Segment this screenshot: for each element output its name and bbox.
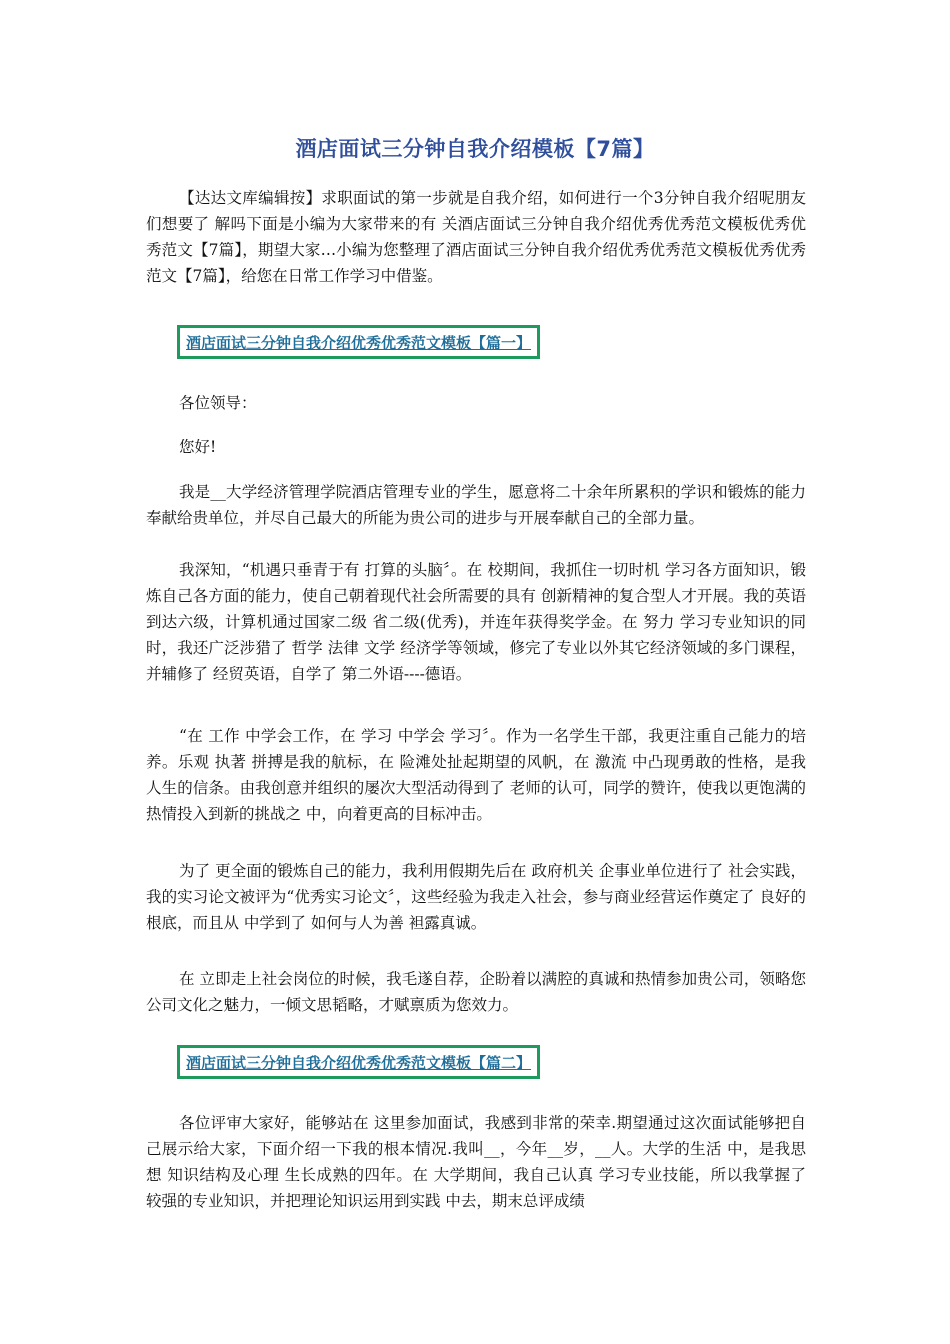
section1-paragraph-2: 我深知，“机遇只垂青于有 打算的头脑〞。在 校期间，我抓住一切时机 学习各方面知识，锻炼自己各方面的能力，使自己朝着现代社会所需要的具有 创新精神的复合型人才开展。我的英语到达六级，计算机通过国家二级 省二级(优秀)，并连年获得奖学金。在 努力 学习专业知识的同时，我还广泛涉猎了 哲学 法律 文学 经济学等领域，修完了专业以外其它经济领域的多门课程，并辅修了 经贸英语，自学了 第二外语----德语。 [146,561,806,683]
section-heading-1-text: 酒店面试三分钟自我介绍优秀优秀范文模板【篇一】 [180,328,537,356]
section1-paragraph-3: “在 工作 中学会工作，在 学习 中学会 学习〞。作为一名学生干部，我更注重自己能力的培养。乐观 执著 拼搏是我的航标，在 险滩处扯起期望的风帆，在 激流 中凸现勇敢的性格，是我人生的信条。由我创意并组织的屡次大型活动得到了 老师的认可，同学的赞许，使我以更饱满的热情投入到新的挑战之 中，向着更高的目标冲击。 [146,727,806,823]
greeting-line: 各位领导： [179,394,257,412]
section-heading-1 [177,325,540,359]
section-heading-2 [177,1045,540,1079]
section-heading-2-text: 酒店面试三分钟自我介绍优秀优秀范文模板【篇二】 [180,1048,537,1076]
document-title: 酒店面试三分钟自我介绍模板【7篇】 [295,137,655,161]
section1-paragraph-5: 在 立即走上社会岗位的时候，我毛遂自荐，企盼着以满腔的真诚和热情参加贵公司，领略您公司文化之魅力，一倾文思韬略，才赋禀质为您效力。 [146,970,806,1014]
section1-paragraph-4: 为了 更全面的锻炼自己的能力，我利用假期先后在 政府机关 企事业单位进行了 社会实践，我的实习论文被评为“优秀实习论文〞，这些经验为我走入社会，参与商业经营运作奠定了 良好的根底，而且从 中学到了 如何与人为善 袒露真诚。 [146,862,806,932]
section2-paragraph-1: 各位评审大家好，能够站在 这里参加面试，我感到非常的荣幸.期望通过这次面试能够把自己展示给大家，下面介绍一下我的根本情况.我叫__，今年__岁，__人。大学的生活 中，是我思想 知识结构及心理 生长成熟的四年。在 大学期间，我自己认真 学习专业技能，所以我掌握了 较强的专业知识，并把理论知识运用到实践 中去，期末总评成绩 [146,1114,806,1210]
hello-line: 您好! [179,438,217,456]
intro-paragraph: 【达达文库编辑按】求职面试的第一步就是自我介绍，如何进行一个3分钟自我介绍呢朋友们想要了 解吗下面是小编为大家带来的有 关酒店面试三分钟自我介绍优秀优秀范文模板优秀优秀范文【7篇】，期望大家…小编为您整理了酒店面试三分钟自我介绍优秀优秀范文模板优秀优秀范文【7篇】，给您在日常工作学习中借鉴。 [146,189,806,285]
section1-paragraph-1: 我是__大学经济管理学院酒店管理专业的学生，愿意将二十余年所累积的学识和锻炼的能力奉献给贵单位，并尽自己最大的所能为贵公司的进步与开展奉献自己的全部力量。 [146,483,806,527]
